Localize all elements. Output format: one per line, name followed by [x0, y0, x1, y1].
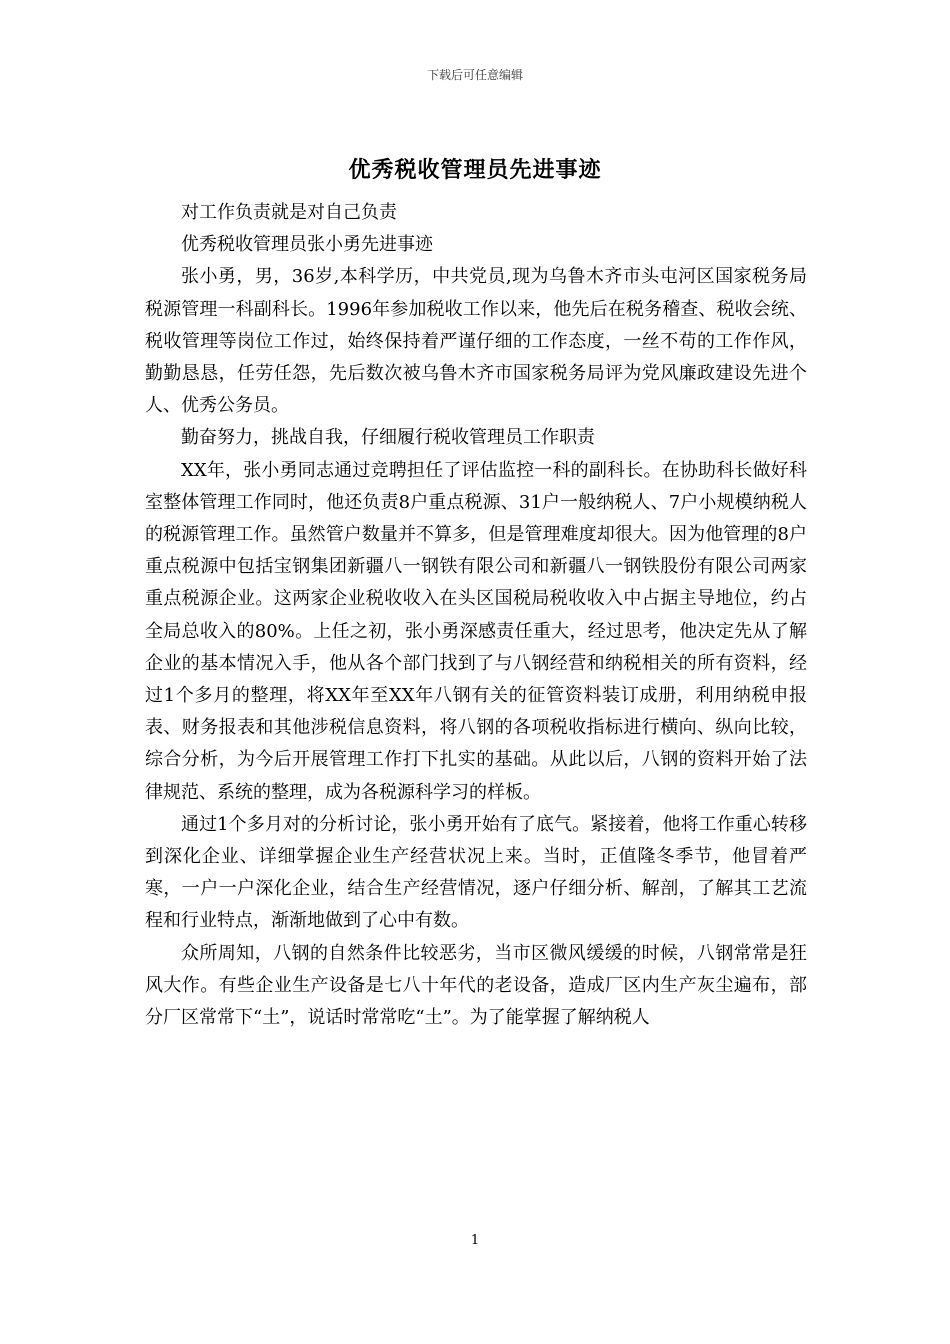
paragraph: 通过1个多月对的分析讨论，张小勇开始有了底气。紧接着，他将工作重心转移到深化企业、详细掌握企业生产经营状况上来。当时，正值隆冬季节，他冒着严寒，一户一户深化企业，结合生产经营情况，逐户仔细分析、解剖，了解其工艺流程和行业特点，渐渐地做到了心中有数。: [145, 813, 807, 932]
paragraph-heading: 勤奋努力，挑战自我，仔细履行税收管理员工作职责: [181, 427, 595, 449]
paragraph: 张小勇，男，36岁,本科学历，中共党员,现为乌鲁木齐市头屯河区国家税务局税源管理一科副科长。1996年参加税收工作以来，他先后在税务稽查、税收会统、税收管理等岗位工作过，始终保持着严谨仔细的工作态度，一丝不苟的工作作风，勤勤恳恳，任劳任怨，先后数次被乌鲁木齐市国家税务局评为党风廉政建设先进个人、优秀公务员。: [145, 266, 807, 417]
page-number: 1: [470, 1233, 480, 1248]
paragraph-subtitle-2: 优秀税收管理员张小勇先进事迹: [181, 234, 433, 256]
document-title: 优秀税收管理员先进事迹: [348, 157, 602, 183]
document-body: [145, 197, 807, 1034]
paragraph-subtitle-1: 对工作负责就是对自己负责: [181, 202, 397, 223]
header-note: 下载后可任意编辑: [426, 68, 523, 82]
paragraph: XX年，张小勇同志通过竞聘担任了评估监控一科的副科长。在协助科长做好科室整体管理工作同时，他还负责8户重点税源、31户一般纳税人、7户小规模纳税人的税源管理工作。虽然管户数量并不算多，但是管理难度却很大。因为他管理的8户重点税源中包括宝钢集团新疆八一钢铁有限公司和新疆八一钢铁股份有限公司两家重点税源企业。这两家企业税收收入在头区国税局税收收入中占据主导地位，约占全局总收入的80%。上任之初，张小勇深感责任重大，经过思考，他决定先从了解企业的基本情况入手，他从各个部门找到了与八钢经营和纳税相关的所有资料，经过1个多月的整理，将XX年至XX年八钢有关的征管资料装订成册，利用纳税申报表、财务报表和其他涉税信息资料，将八钢的各项税收指标进行横向、纵向比较，综合分析，为今后开展管理工作打下扎实的基础。从此以后，八钢的资料开始了法律规范、系统的整理，成为各税源科学习的样板。: [145, 459, 807, 803]
paragraph: 众所周知，八钢的自然条件比较恶劣，当市区微风缓缓的时候，八钢常常是狂风大作。有些企业生产设备是七八十年代的老设备，造成厂区内生产灰尘遍布，部分厂区常常下“土”，说话时常常吃“土”。为了能掌握了解纳税人: [145, 942, 807, 1029]
